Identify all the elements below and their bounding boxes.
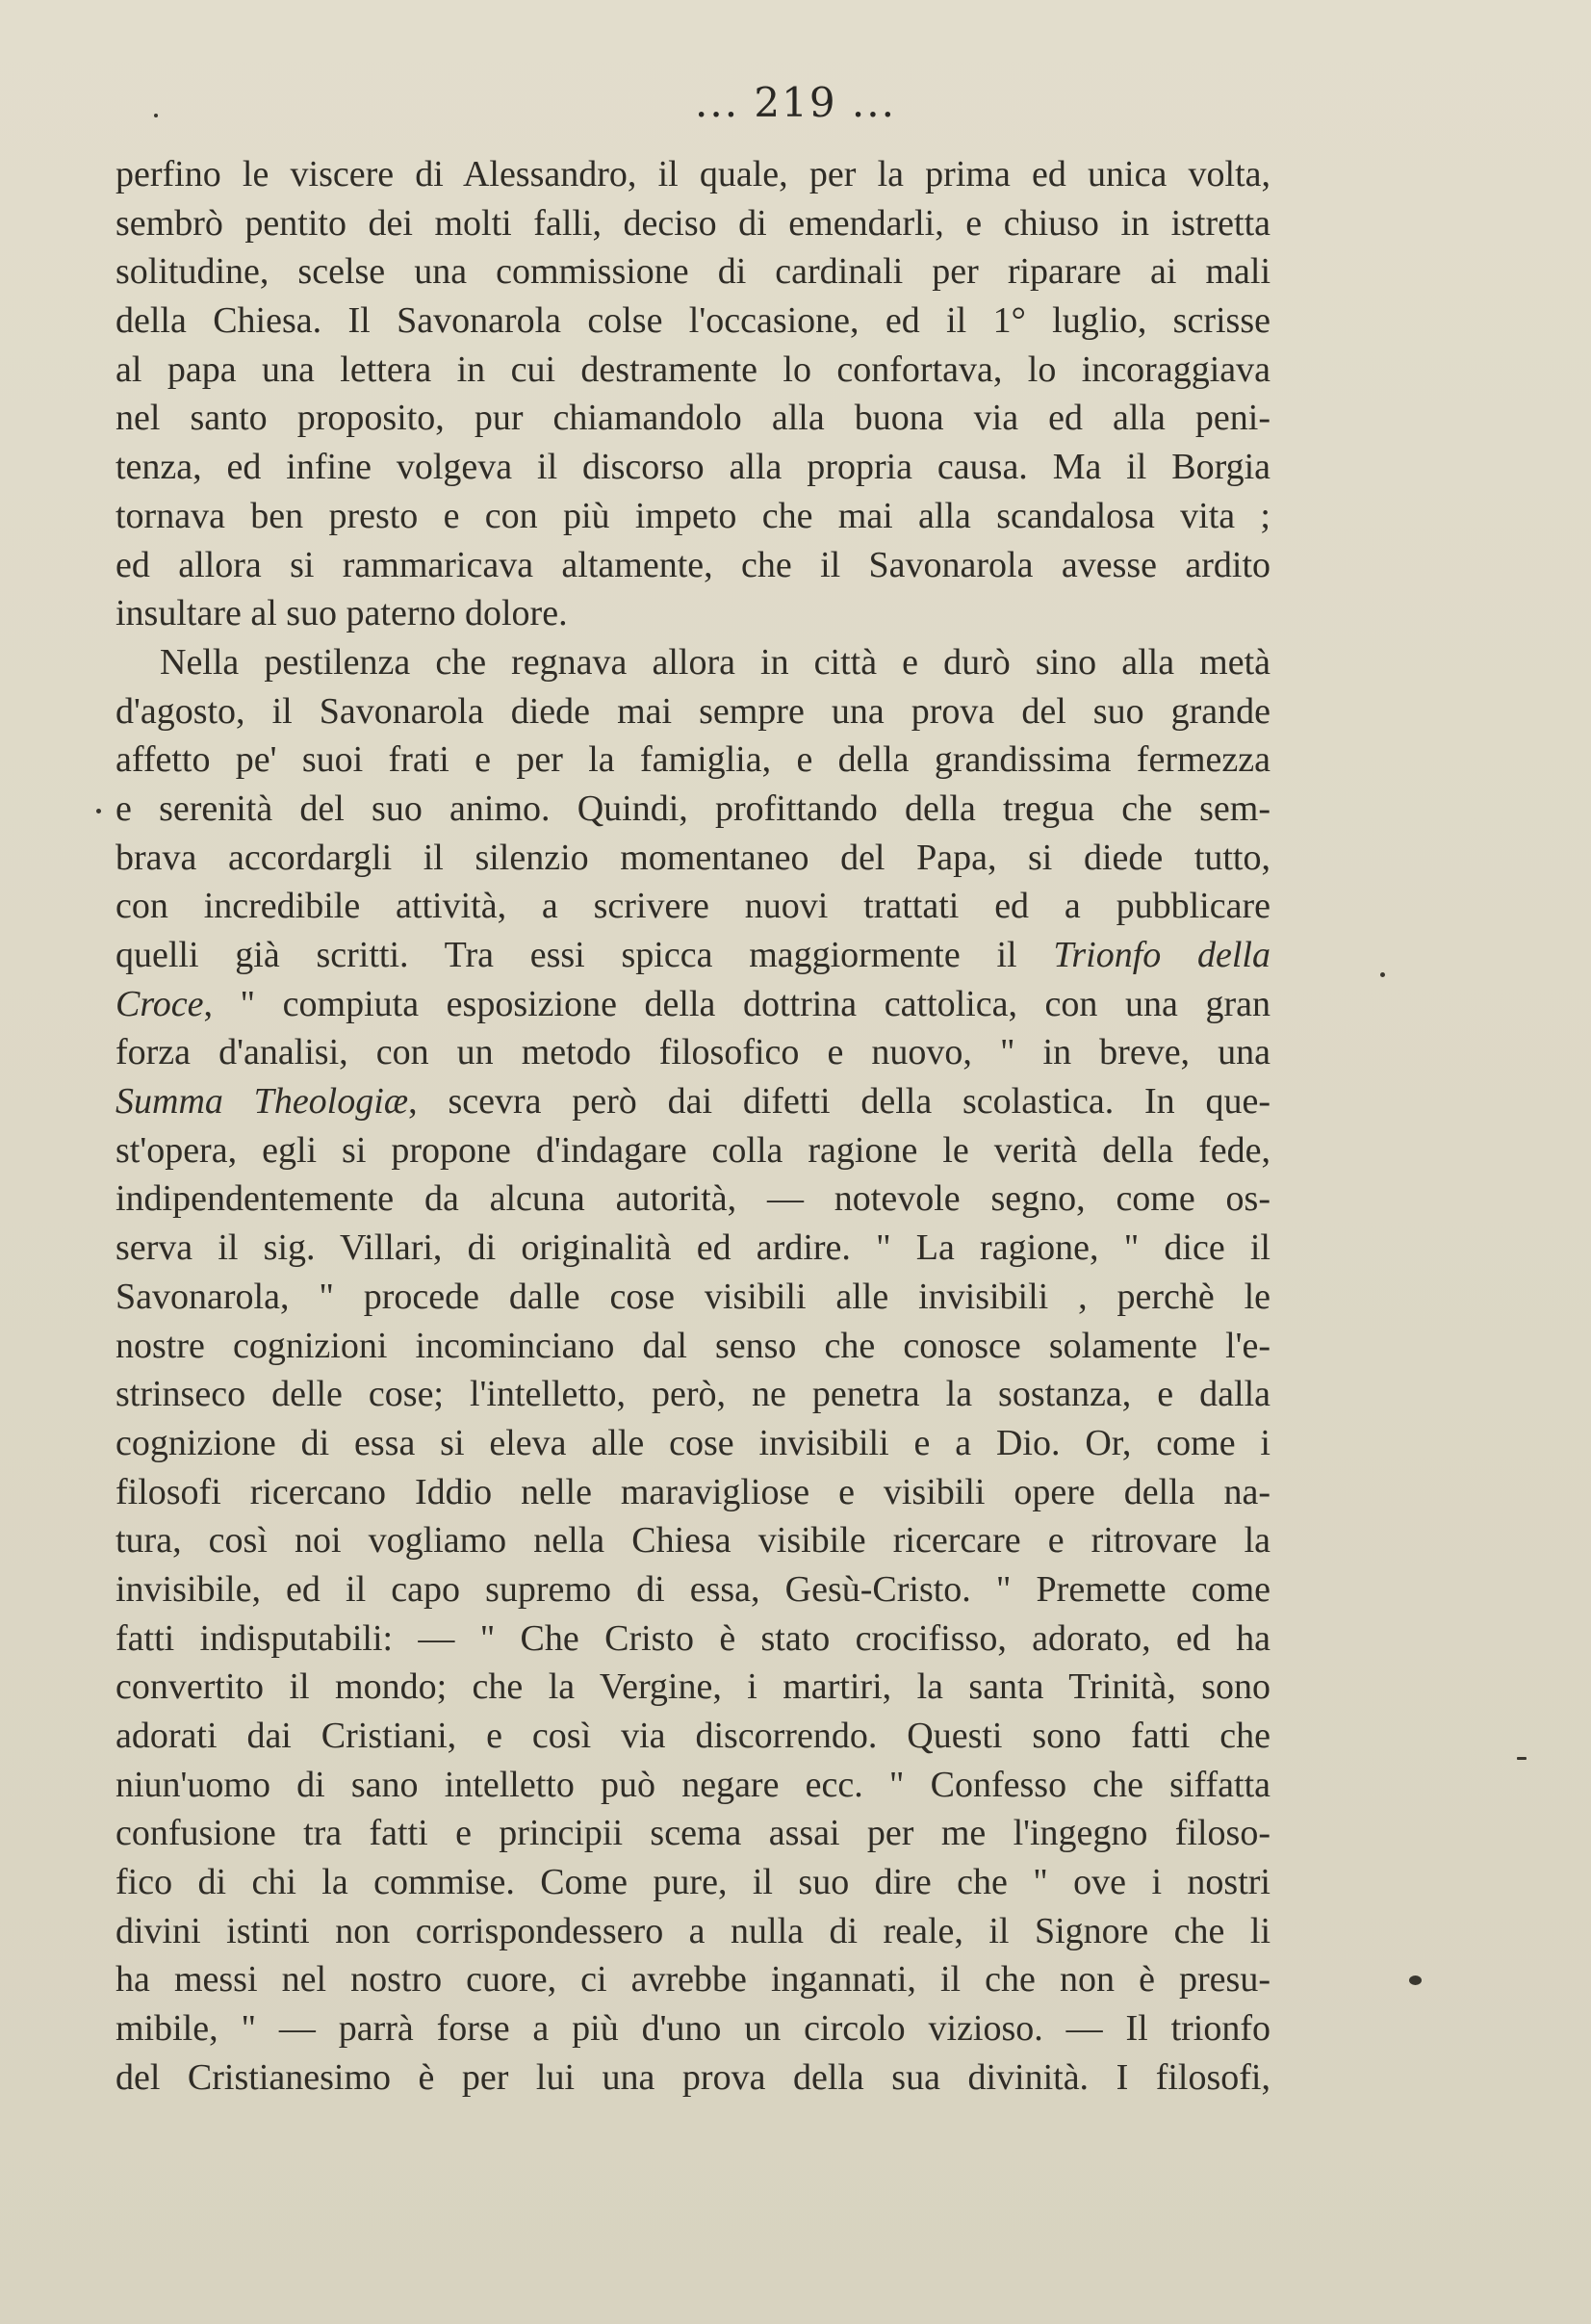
line-text: adorati dai Cristiani, e così via discorrendo. Questi sono fatti che [115, 1716, 1270, 1756]
line-text: ha messi nel nostro cuore, ci avrebbe ingannati, il che non è presu- [115, 1959, 1270, 2001]
ink-speck [96, 809, 101, 813]
text-line [115, 492, 1270, 541]
line-text: insultare al suo paterno dolore. [115, 593, 568, 634]
line-text: confusione tra fatti e principii scema assai per me l'ingegno filoso- [115, 1813, 1270, 1854]
line-text: brava accordargli il silenzio momentaneo del Papa, si diede tutto, [115, 837, 1270, 878]
text-line [115, 1614, 1270, 1664]
line-text: convertito il mondo; che la Vergine, i martiri, la santa Trinità, sono [115, 1666, 1270, 1708]
line-text: d'agosto, il Savonarola diede mai sempre una prova del suo grande [115, 690, 1270, 732]
line-text: indipendentemente da alcuna autorità, — notevole segno, come os- [115, 1178, 1270, 1220]
text-line [115, 736, 1270, 785]
line-text: fatti indisputabili: — " Che Cristo è stato crocifisso, adorato, ed ha [115, 1617, 1270, 1659]
line-text: nel santo proposito, pur chiamandolo alla buona via ed alla peni- [115, 398, 1270, 439]
line-text: forza d'analisi, con un metodo filosofico e nuovo, " in breve, una [115, 1032, 1270, 1073]
line-text: tenza, ed infine volgeva il discorso alla propria causa. Ma il Borgia [115, 447, 1270, 488]
text-line [115, 2004, 1270, 2053]
line-text: Nella pestilenza che regnava allora in città e durò sino alla metà [160, 641, 1270, 683]
page-number: ... 219 ... [695, 79, 896, 126]
line-text: fico di chi la commise. Come pure, il suo dire che " ove i nostri [115, 1862, 1270, 1903]
ink-speck [1517, 1757, 1527, 1760]
line-text: st'opera, egli si propone d'indagare colla ragione le verità della fede, [115, 1129, 1270, 1171]
line-text: strinseco delle cose; l'intelletto, però, ne penetra la sostanza, e dalla [115, 1374, 1270, 1415]
text-line [115, 1712, 1270, 1761]
text-line [115, 638, 1270, 687]
line-text: mibile, " — parrà forse a più d'uno un circolo vizioso. — Il trionfo [115, 2008, 1270, 2050]
italic-title: Trionfo della [1053, 935, 1270, 975]
text-line [115, 589, 1270, 638]
text-line [115, 834, 1270, 883]
text-line [115, 687, 1270, 736]
line-text: affetto pe' suoi frati e per la famiglia, e della grandissima fermezza [115, 739, 1270, 781]
text-line [115, 1370, 1270, 1419]
text-line [115, 1565, 1270, 1614]
ink-speck [154, 114, 158, 117]
line-text: solitudine, scelse una commissione di cardinali per riparare ai mali [115, 251, 1270, 293]
text-line [115, 1809, 1270, 1858]
text-line [115, 1858, 1270, 1907]
line-text: con incredibile attività, a scrivere nuovi trattati ed a pubblicare [115, 886, 1270, 927]
text-line [115, 541, 1270, 590]
text-line [115, 443, 1270, 492]
line-text: invisibile, ed il capo supremo di essa, Gesù-Cristo. " Premette come [115, 1568, 1270, 1610]
line-text: sembrò pentito dei molti falli, deciso di emendarli, e chiuso in istretta [115, 202, 1270, 244]
text-line [115, 1468, 1270, 1517]
line-text: Savonarola, " procede dalle cose visibili alle invisibili , perchè le [115, 1276, 1270, 1317]
text-line [115, 1077, 1270, 1126]
line-text: serva il sig. Villari, di originalità ed ardire. " La ragione, " dice il [115, 1227, 1270, 1269]
text-line [115, 1955, 1270, 2004]
line-text: al papa una lettera in cui destramente lo confortava, lo incoraggiava [115, 349, 1270, 390]
line-text: ed allora si rammaricava altamente, che il Savonarola avesse ardito [115, 544, 1270, 585]
body-text [115, 150, 1270, 2103]
line-text: della Chiesa. Il Savonarola colse l'occasione, ed il 1° luglio, scrisse [115, 300, 1270, 342]
text-line [115, 882, 1270, 931]
line-text: niun'uomo di sano intelletto può negare ecc. " Confesso che siffatta [115, 1764, 1270, 1805]
text-line [115, 247, 1270, 297]
text-line [115, 1028, 1270, 1077]
text-line [115, 1761, 1270, 1810]
text-line [115, 2053, 1270, 2103]
text-line [115, 150, 1270, 199]
line-text: del Cristianesimo è per lui una prova della sua divinità. I filosofi, [115, 2056, 1270, 2098]
text-line [115, 1175, 1270, 1224]
text-line [115, 346, 1270, 395]
italic-title: Summa Theologiæ [115, 1081, 409, 1123]
line-text: cognizione di essa si eleva alle cose invisibili e a Dio. Or, come i [115, 1422, 1270, 1463]
text-line [115, 980, 1270, 1029]
text-line [115, 931, 1270, 980]
text-line [115, 785, 1270, 834]
text-line [115, 1516, 1270, 1565]
ink-speck [1409, 1975, 1422, 1985]
text-line [115, 1273, 1270, 1322]
text-line [115, 1907, 1270, 1956]
text-line [115, 1126, 1270, 1175]
text-line [115, 1419, 1270, 1468]
line-text: , " compiuta esposizione della dottrina cattolica, con una gran [203, 983, 1270, 1024]
line-text: filosofi ricercano Iddio nelle maravigliose e visibili opere della na- [115, 1471, 1270, 1512]
line-text: nostre cognizioni incominciano dal senso che conosce solamente l'e- [115, 1325, 1270, 1366]
text-line [115, 1663, 1270, 1712]
text-line [115, 1322, 1270, 1371]
ink-speck [1380, 972, 1385, 977]
line-text: divini istinti non corrispondessero a nulla di reale, il Signore che li [115, 1910, 1270, 1951]
line-text: tura, così noi vogliamo nella Chiesa visibile ricercare e ritrovare la [115, 1520, 1270, 1562]
line-text: tornava ben presto e con più impeto che mai alla scandalosa vita ; [115, 495, 1270, 536]
text-line [115, 199, 1270, 248]
line-text: , scevra però dai difetti della scolastica. In que- [408, 1081, 1270, 1123]
line-text: perfino le viscere di Alessandro, il quale, per la prima ed unica volta, [115, 154, 1270, 194]
text-line [115, 1224, 1270, 1273]
text-line [115, 394, 1270, 443]
italic-title: Croce [115, 983, 204, 1024]
line-text: quelli già scritti. Tra essi spicca maggiormente il [115, 935, 1054, 975]
text-line [115, 297, 1270, 346]
line-text: e serenità del suo animo. Quindi, profittando della tregua che sem- [115, 788, 1270, 829]
